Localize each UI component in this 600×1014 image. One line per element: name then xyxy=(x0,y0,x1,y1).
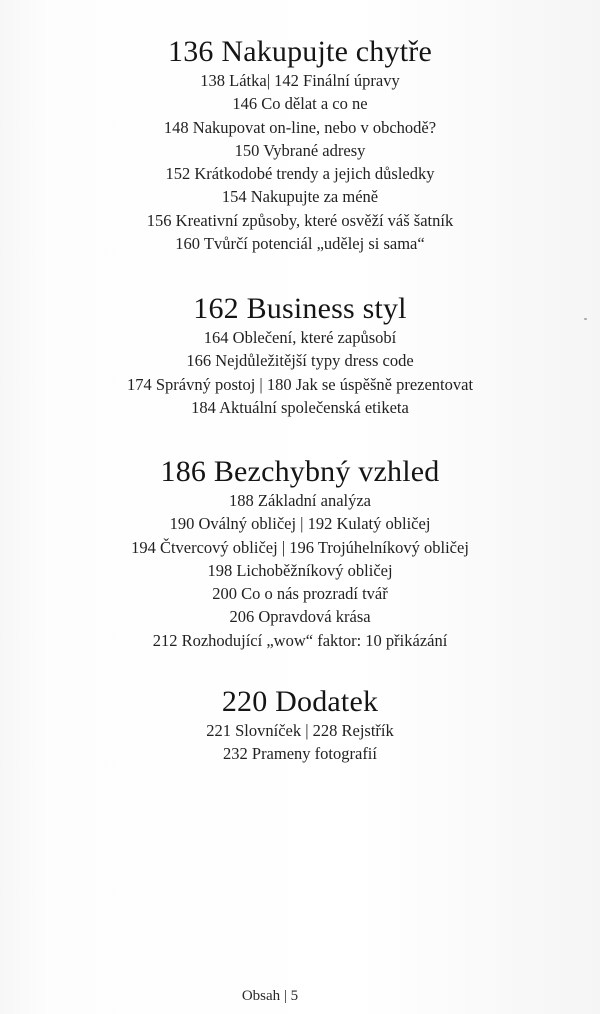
toc-section-dodatek xyxy=(0,685,600,766)
toc-entry: 164 Oblečení, které zapůsobí xyxy=(203,328,397,347)
section-entries xyxy=(0,719,600,766)
toc-section-business-styl xyxy=(0,292,600,419)
toc-entry: 148 Nakupovat on-line, nebo v obchodě? xyxy=(163,117,437,137)
toc-entry: 221 Slovníček | 228 Rejstřík xyxy=(206,721,394,740)
page-footer: Obsah | 5 xyxy=(241,988,299,1004)
toc-entry: 160 Tvůrčí potenciál „udělej si sama“ xyxy=(175,234,425,254)
section-entries xyxy=(0,489,600,652)
toc-entry: 206 Opravdová krása xyxy=(229,607,371,627)
toc-entry: 184 Aktuální společenská etiketa xyxy=(191,397,409,417)
toc-entry: 156 Kreativní způsoby, které osvěží váš šatník xyxy=(146,210,454,230)
toc-entry: 150 Vybrané adresy xyxy=(234,140,366,160)
toc-entry: 200 Co o nás prozradí tvář xyxy=(212,584,388,604)
toc-entry: 138 Látka| 142 Finální úpravy xyxy=(200,71,400,90)
section-title: 186 Bezchybný vzhled xyxy=(160,455,440,488)
section-title: 162 Business styl xyxy=(193,292,407,325)
toc-entry: 194 Čtvercový obličej | 196 Trojúhelníkový obličej xyxy=(131,537,469,557)
toc-entry: 146 Co dělat a co ne xyxy=(232,94,368,114)
toc-entry: 212 Rozhodující „wow“ faktor: 10 přikázání xyxy=(152,630,448,650)
section-title: 136 Nakupujte chytře xyxy=(168,35,432,68)
toc-entry: 232 Prameny fotografií xyxy=(223,744,377,764)
toc-section-nakupujte-chytre xyxy=(0,35,600,255)
toc-entry: 152 Krátkodobé trendy a jejich důsledky xyxy=(165,164,435,184)
section-entries xyxy=(0,326,600,419)
toc-entry: 190 Oválný obličej | 192 Kulatý obličej xyxy=(169,514,431,534)
toc-entry: 188 Základní analýza xyxy=(228,491,372,510)
toc-entry: 174 Správný postoj | 180 Jak se úspěšně prezentovat xyxy=(126,374,474,394)
toc-entry: 154 Nakupujte za méně xyxy=(221,187,379,207)
section-entries xyxy=(0,69,600,255)
toc-section-bezchybny-vzhled xyxy=(0,455,600,652)
paper-speck xyxy=(584,318,587,320)
toc-entry: 198 Lichoběžníkový obličej xyxy=(207,560,393,580)
section-title: 220 Dodatek xyxy=(221,685,379,718)
toc-entry: 166 Nejdůležitější typy dress code xyxy=(186,351,414,371)
